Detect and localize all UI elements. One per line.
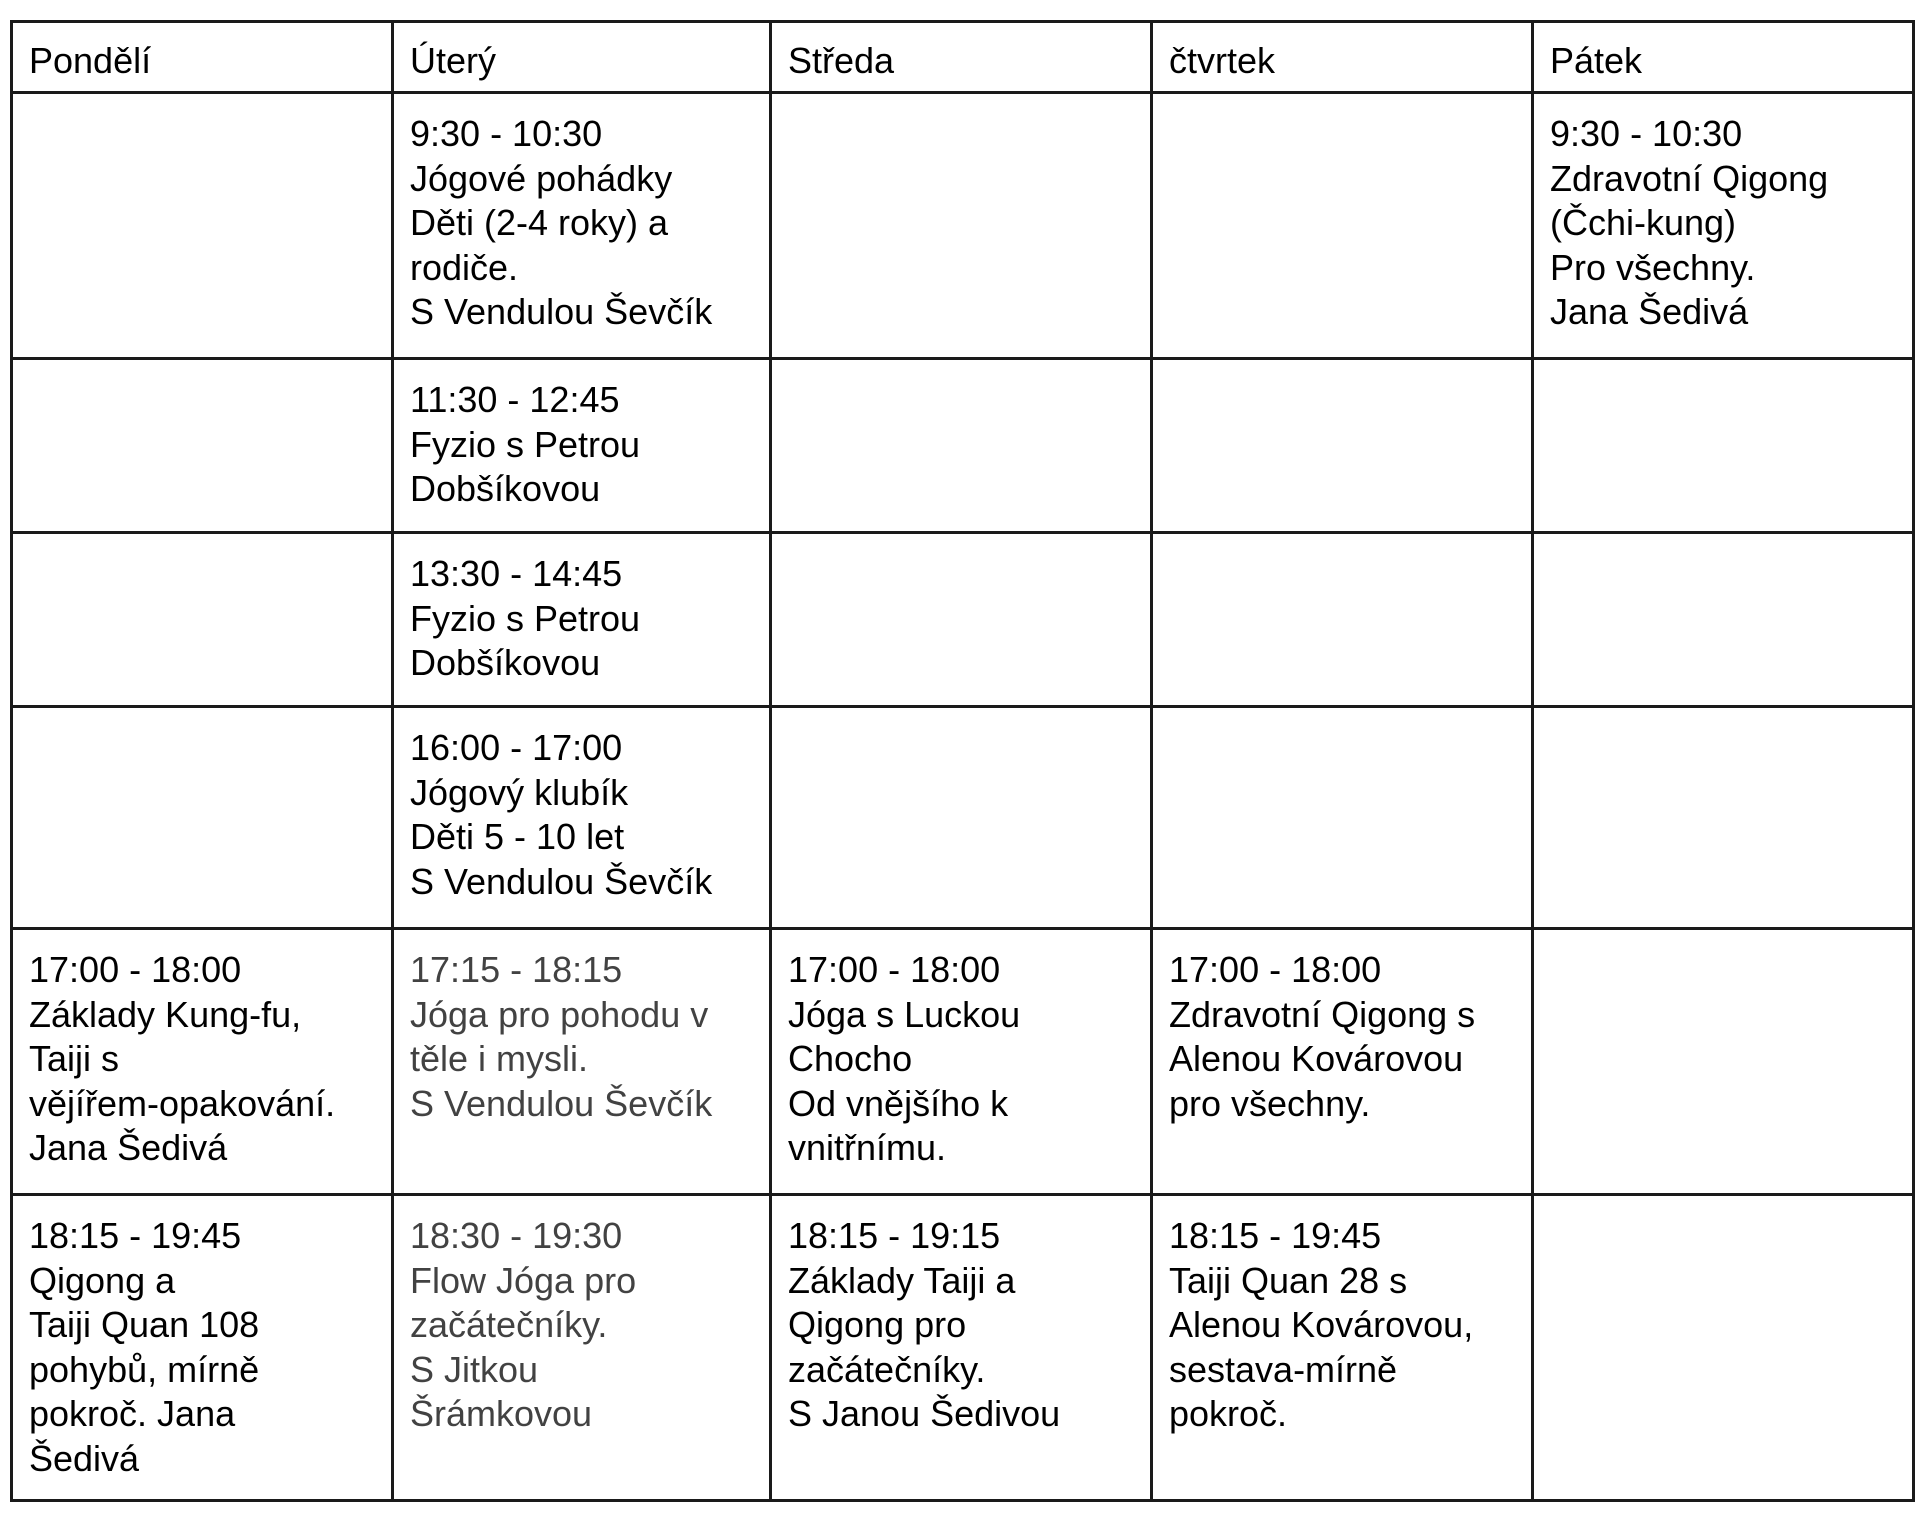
- cell-tuesday: [393, 929, 771, 1195]
- class-instructor: Dobšíkovou: [410, 468, 601, 509]
- class-title: Zdravotní Qigong s: [1169, 993, 1476, 1035]
- cell-friday: [1533, 1195, 1914, 1501]
- cell-monday: [12, 1195, 393, 1501]
- class-time: 18:30 - 19:30: [410, 1215, 623, 1256]
- class-time: 17:00 - 18:00: [788, 949, 1001, 990]
- cell-monday: [12, 93, 393, 359]
- table-row: [12, 93, 1914, 359]
- class-title: Základy Kung-fu,: [29, 993, 302, 1035]
- class-time: 9:30 - 10:30: [410, 113, 603, 154]
- class-title: Jógový klubík: [410, 771, 629, 813]
- class-title: Zdravotní Qigong: [1550, 157, 1829, 199]
- day-label: Středa: [788, 40, 895, 81]
- cell-thursday: [1152, 93, 1533, 359]
- class-detail: pro všechny.: [1169, 1082, 1371, 1124]
- class-instructor: Dobšíkovou: [410, 642, 601, 683]
- class-title: Jóga s Luckou: [788, 993, 1021, 1035]
- class-title: Taiji s: [29, 1038, 120, 1079]
- class-time: 17:00 - 18:00: [1169, 949, 1382, 990]
- class-time: 18:15 - 19:15: [788, 1215, 1001, 1256]
- class-time: 18:15 - 19:45: [1169, 1215, 1382, 1256]
- class-time: 16:00 - 17:00: [410, 727, 623, 768]
- class-detail: začátečníky.: [788, 1348, 986, 1390]
- class-instructor: Alenou Kovárovou: [1169, 1038, 1464, 1079]
- table-row: [12, 929, 1914, 1195]
- class-title: Fyzio s Petrou: [410, 597, 641, 639]
- header-wednesday: [771, 22, 1152, 93]
- class-detail: Od vnějšího k: [788, 1082, 1009, 1124]
- class-detail: pokroč. Jana: [29, 1393, 236, 1434]
- class-title: Jógové pohádky: [410, 157, 673, 199]
- cell-tuesday: [393, 1195, 771, 1501]
- cell-friday: [1533, 707, 1914, 929]
- class-title: Základy Taiji a: [788, 1259, 1016, 1301]
- class-detail: Děti 5 - 10 let: [410, 816, 625, 857]
- cell-wednesday: [771, 359, 1152, 533]
- cell-thursday: [1152, 707, 1533, 929]
- class-detail: Děti (2-4 roky) a: [410, 202, 669, 243]
- class-detail: Pro všechny.: [1550, 246, 1756, 288]
- class-title: Chocho: [788, 1038, 913, 1079]
- day-label: čtvrtek: [1169, 40, 1276, 81]
- cell-wednesday: [771, 707, 1152, 929]
- class-title: Jóga pro pohodu v: [410, 993, 709, 1035]
- table-row: [12, 359, 1914, 533]
- cell-friday: [1533, 533, 1914, 707]
- class-instructor: Jana Šedivá: [1550, 291, 1749, 332]
- table-row: [12, 1195, 1914, 1501]
- class-instructor: S Janou Šedivou: [788, 1393, 1061, 1434]
- class-title: Flow Jóga pro: [410, 1259, 637, 1301]
- header-friday: [1533, 22, 1914, 93]
- cell-tuesday: [393, 93, 771, 359]
- class-detail: rodiče.: [410, 246, 519, 288]
- class-time: 17:00 - 18:00: [29, 949, 242, 990]
- class-title: Taiji Quan 28 s: [1169, 1259, 1408, 1301]
- class-instructor: S Vendulou Ševčík: [410, 291, 713, 332]
- class-title: Taiji Quan 108: [29, 1304, 260, 1345]
- class-time: 11:30 - 12:45: [410, 379, 620, 420]
- day-label: Pondělí: [29, 40, 152, 81]
- class-instructor: Jana Šedivá: [29, 1127, 228, 1168]
- cell-friday: [1533, 359, 1914, 533]
- cell-tuesday: [393, 533, 771, 707]
- header-monday: [12, 22, 393, 93]
- cell-tuesday: [393, 359, 771, 533]
- cell-friday: [1533, 929, 1914, 1195]
- cell-wednesday: [771, 533, 1152, 707]
- cell-monday: [12, 533, 393, 707]
- class-title: Fyzio s Petrou: [410, 423, 641, 465]
- day-label: Úterý: [410, 40, 497, 81]
- cell-wednesday: [771, 93, 1152, 359]
- cell-tuesday: [393, 707, 771, 929]
- table-row: [12, 533, 1914, 707]
- class-title: Qigong pro: [788, 1304, 967, 1345]
- table-row: [12, 707, 1914, 929]
- class-detail: vějířem-opakování.: [29, 1082, 336, 1124]
- cell-wednesday: [771, 1195, 1152, 1501]
- cell-thursday: [1152, 359, 1533, 533]
- class-detail: vnitřnímu.: [788, 1127, 947, 1168]
- class-detail: pokroč.: [1169, 1393, 1288, 1434]
- class-instructor: S Vendulou Ševčík: [410, 860, 713, 902]
- class-detail: začátečníky.: [410, 1304, 608, 1345]
- class-detail: sestava-mírně: [1169, 1348, 1398, 1390]
- header-row: [12, 22, 1914, 93]
- header-tuesday: [393, 22, 771, 93]
- cell-wednesday: [771, 929, 1152, 1195]
- class-title: Qigong a: [29, 1259, 176, 1301]
- cell-friday: [1533, 93, 1914, 359]
- class-detail: (Čchi-kung): [1550, 202, 1737, 243]
- day-label: Pátek: [1550, 40, 1643, 81]
- class-instructor: Alenou Kovárovou,: [1169, 1304, 1474, 1345]
- class-instructor: S Jitkou: [410, 1348, 539, 1390]
- class-time: 18:15 - 19:45: [29, 1215, 242, 1256]
- schedule-table: [10, 20, 1915, 1502]
- class-instructor: Šedivá: [29, 1437, 140, 1479]
- header-thursday: [1152, 22, 1533, 93]
- class-detail: pohybů, mírně: [29, 1348, 260, 1390]
- class-time: 9:30 - 10:30: [1550, 113, 1743, 154]
- cell-monday: [12, 707, 393, 929]
- class-time: 17:15 - 18:15: [410, 949, 623, 990]
- cell-monday: [12, 929, 393, 1195]
- cell-thursday: [1152, 533, 1533, 707]
- class-instructor: S Vendulou Ševčík: [410, 1082, 713, 1124]
- cell-thursday: [1152, 929, 1533, 1195]
- class-time: 13:30 - 14:45: [410, 553, 623, 594]
- class-instructor: Šrámkovou: [410, 1393, 593, 1434]
- cell-monday: [12, 359, 393, 533]
- class-title: těle i mysli.: [410, 1038, 589, 1079]
- cell-thursday: [1152, 1195, 1533, 1501]
